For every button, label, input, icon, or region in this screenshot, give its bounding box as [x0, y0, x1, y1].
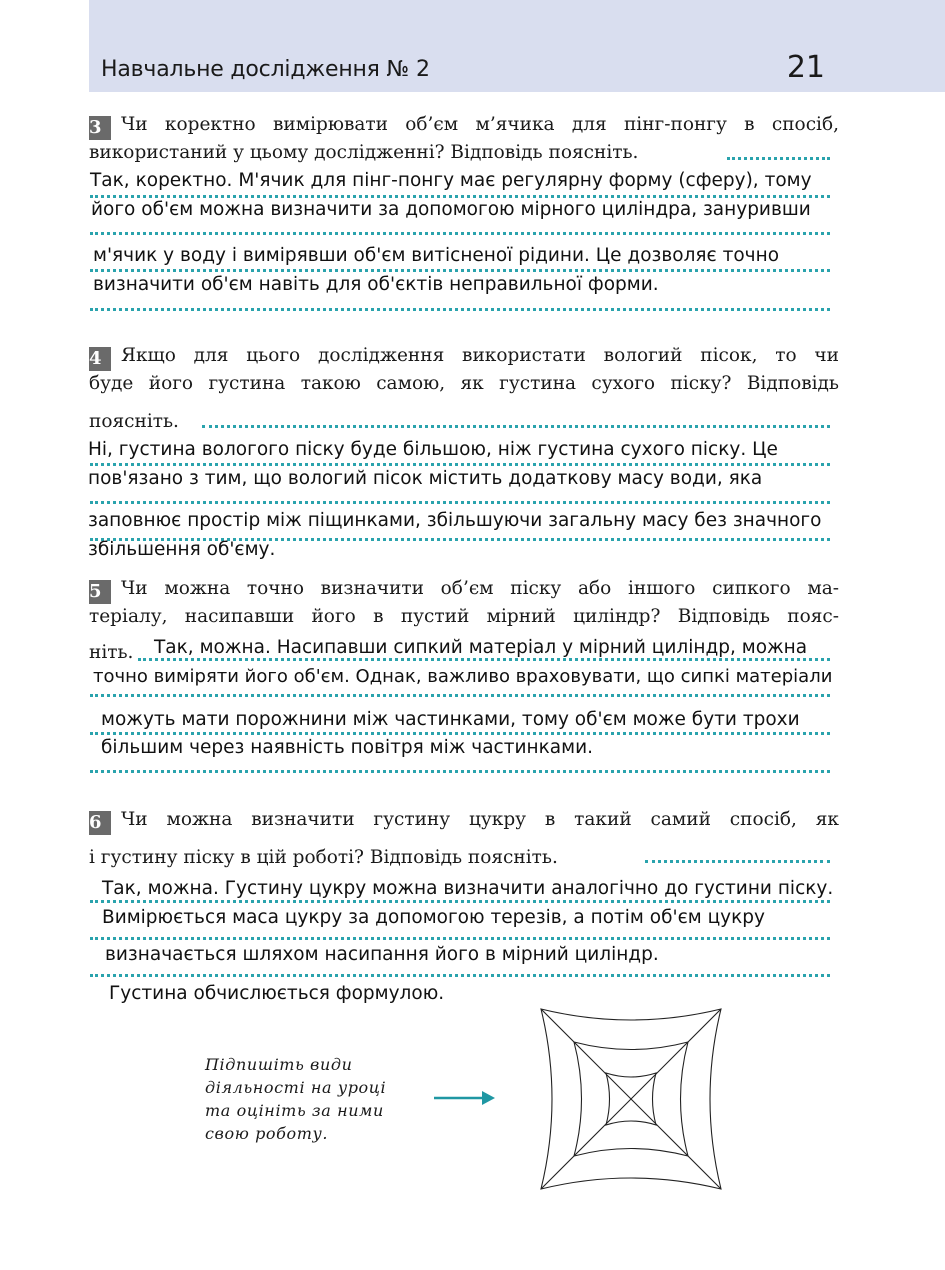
question-5-line-2: теріалу, насипавши його в пустий мірний циліндр? Відповідь пояс- — [89, 606, 839, 627]
answer-line — [90, 308, 830, 311]
question-number-badge: 4 — [89, 347, 111, 371]
note-line-2: діяльності на уроці — [205, 1078, 387, 1097]
answer-line — [90, 900, 830, 903]
answer-4-line-1: Ні, густина вологого піску буде більшою, ніж густина сухого піску. Це — [88, 439, 778, 460]
self-assessment-note — [205, 1053, 415, 1145]
question-3-line-1: 3 Чи коректно вимірювати об’єм м’ячика для пінг-понгу в спосіб, — [89, 114, 839, 138]
answer-4-line-2: пов'язано з тим, що вологий пісок містить додаткову масу води, яка — [88, 468, 763, 489]
answer-line — [90, 501, 830, 504]
answer-line — [90, 195, 830, 198]
question-4-line-2: буде його густина такою самою, як густина сухого піску? Відповідь — [89, 373, 839, 394]
answer-line — [90, 269, 830, 272]
question-5-line-3: ніть. — [89, 642, 134, 663]
page-header — [89, 0, 945, 92]
answer-3-line-2: його об'єм можна визначити за допомогою мірного циліндра, зануривши — [91, 199, 811, 220]
answer-6-line-2: Вимірюється маса цукру за допомогою терезів, а потім об'єм цукру — [102, 907, 765, 928]
question-6-line-1: 6 Чи можна визначити густину цукру в такий самий спосіб, як — [89, 809, 839, 833]
answer-4-line-4: збільшення об'єму. — [88, 539, 276, 560]
question-number-badge: 3 — [89, 116, 111, 140]
answer-5-line-3: можуть мати порожнини між частинками, тому об'єм може бути трохи — [101, 709, 800, 730]
answer-3-line-4: визначити об'єм навіть для об'єктів неправильної форми. — [93, 274, 659, 295]
note-line-4: свою роботу. — [205, 1124, 329, 1143]
answer-line — [90, 974, 830, 977]
arrow-right-icon — [434, 1088, 496, 1108]
answer-line — [90, 770, 830, 773]
answer-5-line-4: більшим через наявність повітря між частинками. — [101, 737, 593, 758]
answer-3-line-3: м'ячик у воду і вимірявши об'єм витісненої рідини. Це дозволяє точно — [93, 245, 780, 266]
note-line-1: Підпишіть види — [205, 1055, 353, 1074]
answer-6-line-1: Так, можна. Густину цукру можна визначити аналогічно до густини піску. — [102, 878, 834, 899]
note-line-3: та оцініть за ними — [205, 1101, 384, 1120]
answer-5-line-1: Так, можна. Насипавши сипкий матеріал у мірний циліндр, можна — [154, 637, 808, 658]
answer-line — [202, 425, 830, 428]
question-5-line-1: 5 Чи можна точно визначити об’єм піску або іншого сипкого ма- — [89, 578, 839, 602]
answer-line — [90, 694, 830, 697]
question-number-badge: 5 — [89, 580, 111, 604]
answer-line — [90, 937, 830, 940]
answer-line — [90, 732, 830, 735]
answer-line — [138, 658, 830, 661]
answer-6-line-4: Густина обчислюється формулою. — [109, 983, 445, 1004]
question-number-badge: 6 — [89, 811, 111, 835]
page-title: Навчальне дослідження № 2 — [101, 57, 430, 82]
answer-4-line-3: заповнює простір між піщинками, збільшуючи загальну масу без значного — [88, 510, 822, 531]
self-assessment-web-diagram[interactable] — [536, 1005, 726, 1193]
answer-6-line-3: визначається шляхом насипання його в мірний циліндр. — [105, 944, 659, 965]
question-4-line-3: поясніть. — [89, 411, 179, 432]
answer-3-line-1: Так, коректно. М'ячик для пінг-понгу має регулярну форму (сферу), тому — [90, 170, 812, 191]
question-6-line-2: і густину піску в цій роботі? Відповідь поясніть. — [89, 847, 558, 868]
question-3-line-2: використаний у цьому дослідженні? Відповідь поясніть. — [89, 142, 639, 163]
answer-line — [727, 157, 830, 160]
answer-5-line-2: точно виміряти його об'єм. Однак, важливо враховувати, що сипкі матеріали — [93, 666, 833, 687]
answer-line — [90, 463, 830, 466]
answer-line — [645, 860, 830, 863]
question-4-line-1: 4 Якщо для цього дослідження використати вологий пісок, то чи — [89, 345, 839, 369]
answer-line — [90, 232, 830, 235]
page-number: 21 — [786, 50, 825, 85]
